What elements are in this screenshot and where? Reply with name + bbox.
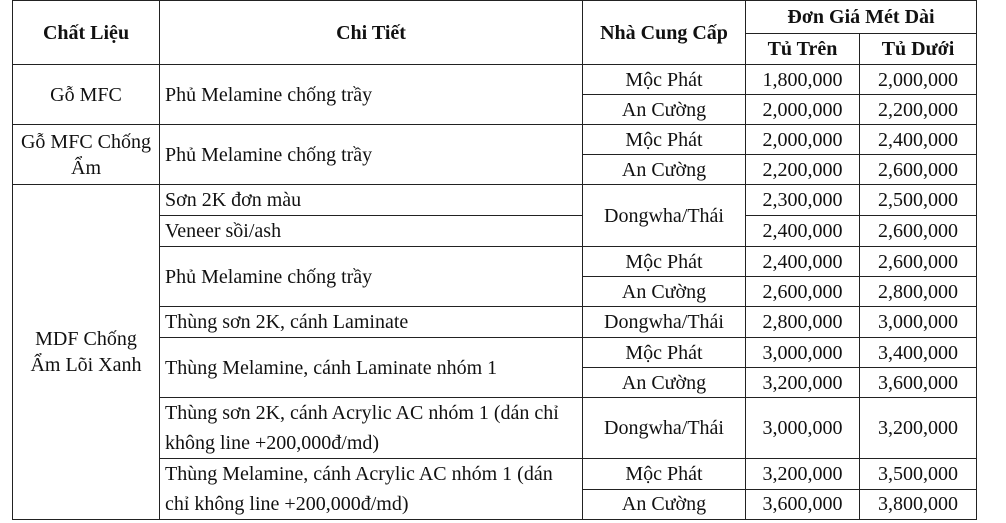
upper-price-cell: 3,200,000	[746, 459, 860, 490]
detail-cell: Sơn 2K đơn màu	[160, 185, 583, 216]
lower-price-cell: 2,800,000	[860, 277, 977, 307]
upper-price-cell: 2,300,000	[746, 185, 860, 216]
supplier-cell: Mộc Phát	[583, 459, 746, 490]
supplier-cell: Mộc Phát	[583, 338, 746, 368]
lower-price-cell: 3,200,000	[860, 398, 977, 459]
supplier-cell: Dongwha/Thái	[583, 398, 746, 459]
supplier-cell: Dongwha/Thái	[583, 307, 746, 338]
upper-price-cell: 2,000,000	[746, 95, 860, 125]
detail-cell: Phủ Melamine chống trầy	[160, 247, 583, 307]
detail-cell: Veneer sồi/ash	[160, 216, 583, 247]
lower-price-cell: 3,000,000	[860, 307, 977, 338]
upper-price-cell: 2,000,000	[746, 125, 860, 155]
supplier-cell: An Cường	[583, 489, 746, 520]
upper-price-cell: 3,000,000	[746, 398, 860, 459]
material-cell: Gỗ MFC	[13, 65, 160, 125]
lower-price-cell: 2,400,000	[860, 125, 977, 155]
header-lower: Tủ Dưới	[860, 34, 977, 65]
supplier-cell: An Cường	[583, 155, 746, 185]
lower-price-cell: 2,600,000	[860, 216, 977, 247]
lower-price-cell: 2,200,000	[860, 95, 977, 125]
upper-price-cell: 2,200,000	[746, 155, 860, 185]
lower-price-cell: 3,400,000	[860, 338, 977, 368]
header-supplier: Nhà Cung Cấp	[583, 1, 746, 65]
supplier-cell: Mộc Phát	[583, 65, 746, 95]
upper-price-cell: 2,600,000	[746, 277, 860, 307]
upper-price-cell: 3,600,000	[746, 489, 860, 520]
supplier-cell: Dongwha/Thái	[583, 185, 746, 247]
upper-price-cell: 2,400,000	[746, 247, 860, 277]
header-unit-price: Đơn Giá Mét Dài	[746, 1, 977, 34]
detail-cell: Thùng Melamine, cánh Acrylic AC nhóm 1 (dán chỉ không line +200,000đ/md)	[160, 459, 583, 520]
detail-cell: Thùng sơn 2K, cánh Acrylic AC nhóm 1 (dán chỉ không line +200,000đ/md)	[160, 398, 583, 459]
lower-price-cell: 2,600,000	[860, 247, 977, 277]
header-detail: Chi Tiết	[160, 1, 583, 65]
supplier-cell: An Cường	[583, 368, 746, 398]
detail-cell: Thùng sơn 2K, cánh Laminate	[160, 307, 583, 338]
detail-cell: Phủ Melamine chống trầy	[160, 65, 583, 125]
upper-price-cell: 3,200,000	[746, 368, 860, 398]
upper-price-cell: 1,800,000	[746, 65, 860, 95]
header-material: Chất Liệu	[13, 1, 160, 65]
material-cell: MDF Chống Ẩm Lõi Xanh	[13, 185, 160, 520]
lower-price-cell: 3,800,000	[860, 489, 977, 520]
detail-cell: Phủ Melamine chống trầy	[160, 125, 583, 185]
table-row	[13, 185, 977, 216]
lower-price-cell: 2,600,000	[860, 155, 977, 185]
table-row	[13, 125, 977, 155]
lower-price-cell: 3,500,000	[860, 459, 977, 490]
supplier-cell: An Cường	[583, 277, 746, 307]
material-cell: Gỗ MFC Chống Ẩm	[13, 125, 160, 185]
supplier-cell: An Cường	[583, 95, 746, 125]
detail-cell: Thùng Melamine, cánh Laminate nhóm 1	[160, 338, 583, 398]
upper-price-cell: 2,400,000	[746, 216, 860, 247]
lower-price-cell: 2,500,000	[860, 185, 977, 216]
upper-price-cell: 3,000,000	[746, 338, 860, 368]
lower-price-cell: 3,600,000	[860, 368, 977, 398]
upper-price-cell: 2,800,000	[746, 307, 860, 338]
price-table	[12, 0, 977, 520]
table-row	[13, 65, 977, 95]
supplier-cell: Mộc Phát	[583, 247, 746, 277]
header-row	[13, 1, 977, 34]
lower-price-cell: 2,000,000	[860, 65, 977, 95]
supplier-cell: Mộc Phát	[583, 125, 746, 155]
header-upper: Tủ Trên	[746, 34, 860, 65]
